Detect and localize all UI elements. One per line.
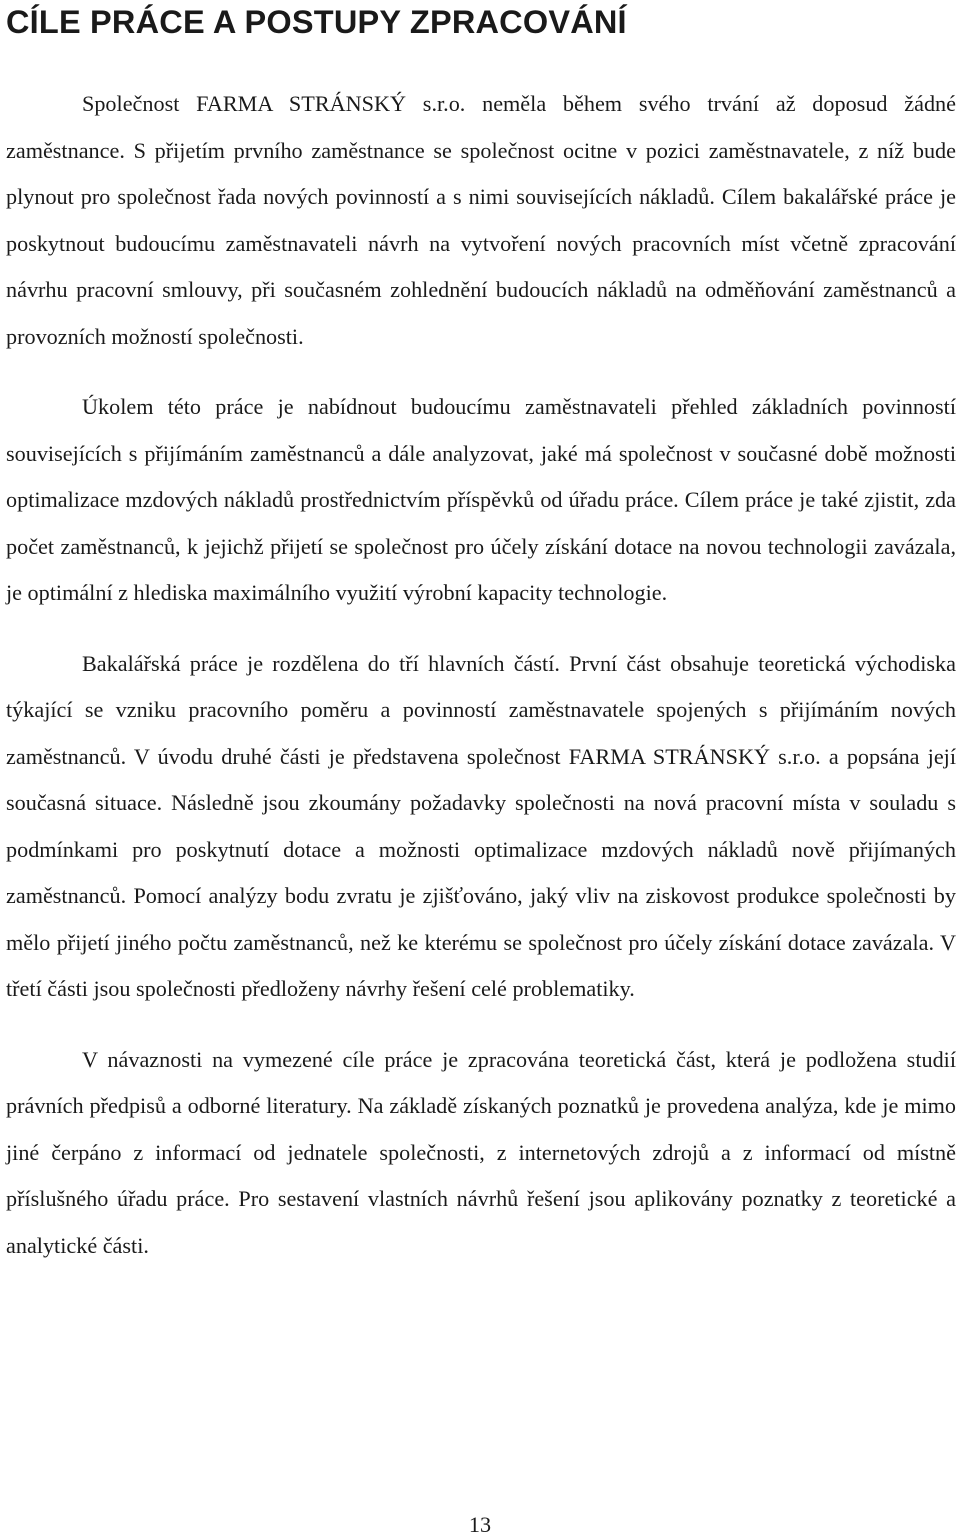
section-heading: CÍLE PRÁCE A POSTUPY ZPRACOVÁNÍ (6, 4, 627, 40)
paragraph-tasks: Úkolem této práce je nabídnout budoucímu zaměstnavateli přehled základních povinností souvisejících s přijímáním zaměstnanců a dále analyzovat, jaké má společnost v současné době možnosti optimalizace mzdových nákladů prostřednictvím příspěvků od úřadu práce. Cílem práce je také zjistit, zda počet zaměstnanců, k jejichž přijetí se společnost pro účely získání dotace na novou technologii zavázala, je optimální z hlediska maximálního využití výrobní kapacity technologie. (6, 394, 956, 605)
page-number: 13 (468, 1512, 492, 1537)
body-text (6, 81, 956, 1269)
paragraph-structure: Bakalářská práce je rozdělena do tří hlavních částí. První část obsahuje teoretická východiska týkající se vzniku pracovního poměru a povinností zaměstnavatele spojených s přijímáním nových zaměstnanců. V úvodu druhé části je představena společnost FARMA STRÁNSKÝ s.r.o. a popsána její současná situace. Následně jsou zkoumány požadavky společnosti na nová pracovní místa v souladu s podmínkami pro poskytnutí dotace a možnosti optimalizace mzdových nákladů nově přijímaných zaměstnanců. Pomocí analýzy bodu zvratu je zjišťováno, jaký vliv na ziskovost produkce společnosti by mělo přijetí jiného počtu zaměstnanců, než ke kterému se společnost pro účely získání dotace zavázala. V třetí části jsou společnosti předloženy návrhy řešení celé problematiky. (6, 650, 956, 1001)
paragraph-goals: Společnost FARMA STRÁNSKÝ s.r.o. neměla během svého trvání až doposud žádné zaměstnance. S přijetím prvního zaměstnance se společnost ocitne v pozici zaměstnavatele, z níž bude plynout pro společnost řada nových povinností a s nimi souvisejících nákladů. Cílem bakalářské práce je poskytnout budoucímu zaměstnavateli návrh na vytvoření nových pracovních míst včetně zpracování návrhu pracovní smlouvy, při současném zohlednění budoucích nákladů na odměňování zaměstnanců a provozních možností společnosti. (6, 91, 956, 349)
paragraph-methods: V návaznosti na vymezené cíle práce je zpracována teoretická část, která je podložena studií právních předpisů a odborné literatury. Na základě získaných poznatků je provedena analýza, kde je mimo jiné čerpáno z informací od jednatele společnosti, z internetových zdrojů a z informací od místně příslušného úřadu práce. Pro sestavení vlastních návrhů řešení jsou aplikovány poznatky z teoretické a analytické části. (6, 1046, 956, 1258)
